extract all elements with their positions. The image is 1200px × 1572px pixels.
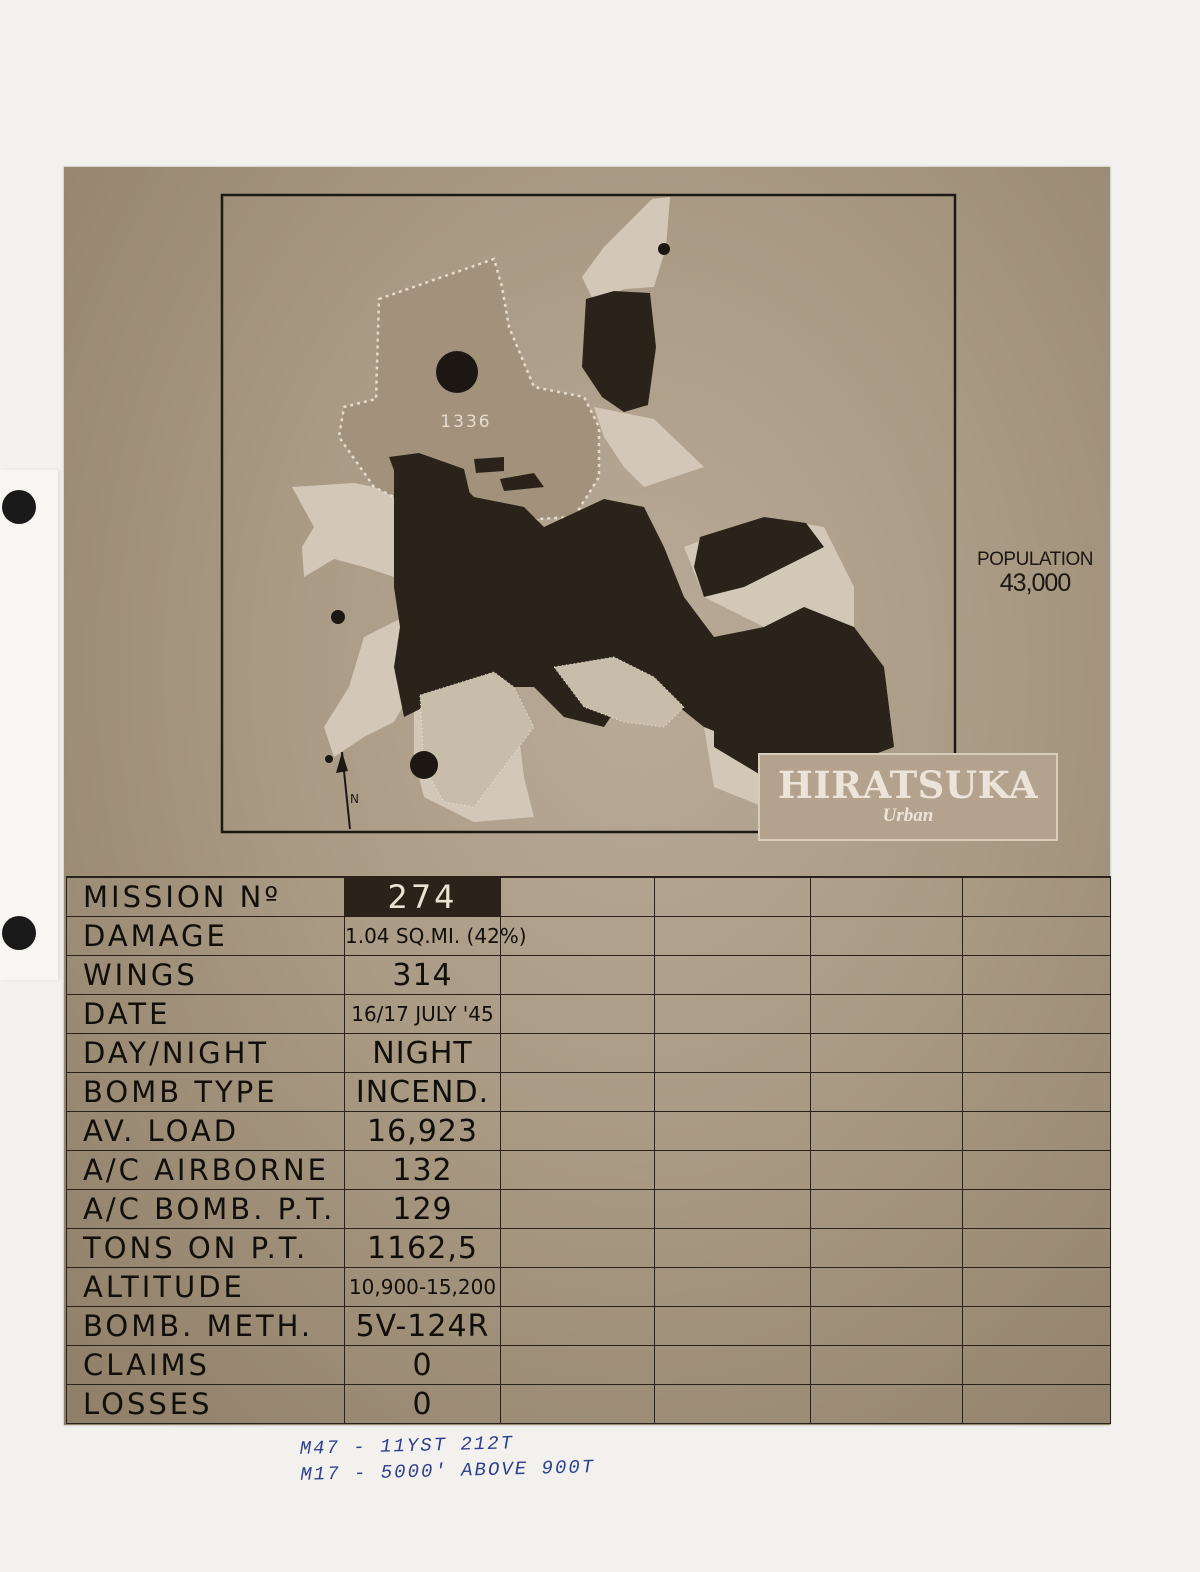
empty-cell (811, 1385, 963, 1424)
north-arrow (336, 752, 359, 829)
row-value: NIGHT (345, 1034, 501, 1073)
row-value: 274 (345, 877, 501, 917)
city-subtitle: Urban (882, 805, 934, 826)
zone-marker-dot (436, 351, 478, 393)
table-row-bomb-method (67, 1307, 1111, 1346)
row-value: 132 (345, 1151, 501, 1190)
row-value: 129 (345, 1190, 501, 1229)
empty-cell (963, 956, 1111, 995)
population-label-group (970, 550, 1100, 596)
row-value: 1162,5 (345, 1229, 501, 1268)
empty-cell (655, 1385, 811, 1424)
empty-cell (963, 1346, 1111, 1385)
empty-cell (811, 1268, 963, 1307)
empty-cell (811, 1229, 963, 1268)
city-name: HIRATSUKA (777, 763, 1039, 807)
table-row-claims (67, 1346, 1111, 1385)
table-row-ac-airborne (67, 1151, 1111, 1190)
row-label: BOMB. METH. (67, 1307, 345, 1346)
empty-cell (655, 1190, 811, 1229)
empty-cell (501, 956, 655, 995)
empty-cell (963, 1268, 1111, 1307)
empty-cell (655, 995, 811, 1034)
row-value: 0 (345, 1385, 501, 1424)
table-row-day-night (67, 1034, 1111, 1073)
table-row-losses (67, 1385, 1111, 1424)
table-row-wings (67, 956, 1111, 995)
table-row-damage (67, 917, 1111, 956)
table-row-av-load (67, 1112, 1111, 1151)
table-row-mission-number (67, 877, 1111, 917)
city-label-box (758, 753, 1058, 841)
empty-cell (811, 877, 963, 917)
empty-cell (501, 1112, 655, 1151)
row-label: BOMB TYPE (67, 1073, 345, 1112)
empty-cell (655, 1073, 811, 1112)
map-dot-1 (331, 610, 345, 624)
punch-hole-bottom (2, 916, 36, 950)
row-label: DAY/NIGHT (67, 1034, 345, 1073)
empty-cell (655, 1034, 811, 1073)
row-label: CLAIMS (67, 1346, 345, 1385)
empty-cell (963, 1112, 1111, 1151)
empty-cell (811, 1073, 963, 1112)
handwritten-note (299, 1428, 595, 1488)
row-value: 1.04 SQ.MI. (42%) (345, 917, 501, 956)
mission-data-table (66, 876, 1110, 1424)
row-label: LOSSES (67, 1385, 345, 1424)
table-row-date (67, 995, 1111, 1034)
zone-label: 1336 (440, 412, 492, 432)
empty-cell (501, 1229, 655, 1268)
burned-fragment-2 (474, 457, 504, 473)
north-arrow-label: N (350, 792, 359, 806)
row-value: 314 (345, 956, 501, 995)
empty-cell (655, 1151, 811, 1190)
empty-cell (501, 1151, 655, 1190)
unburned-area-strip (594, 407, 704, 487)
empty-cell (963, 1229, 1111, 1268)
row-label: AV. LOAD (67, 1112, 345, 1151)
empty-cell (811, 1112, 963, 1151)
empty-cell (811, 1034, 963, 1073)
empty-cell (811, 917, 963, 956)
empty-cell (501, 1034, 655, 1073)
map-dot-2 (658, 243, 670, 255)
table-row-ac-bomb-pt (67, 1190, 1111, 1229)
empty-cell (655, 1268, 811, 1307)
binder-strip (0, 470, 58, 980)
empty-cell (655, 956, 811, 995)
row-label: MISSION Nº (67, 877, 345, 917)
empty-cell (811, 1151, 963, 1190)
empty-cell (501, 995, 655, 1034)
empty-cell (501, 1268, 655, 1307)
empty-cell (655, 1307, 811, 1346)
empty-cell (501, 1190, 655, 1229)
map-dot-3 (410, 751, 438, 779)
empty-cell (811, 956, 963, 995)
table-row-tons-on-pt (67, 1229, 1111, 1268)
punch-hole-top (2, 490, 36, 524)
empty-cell (963, 877, 1111, 917)
row-value: INCEND. (345, 1073, 501, 1112)
map-dot-4 (325, 755, 333, 763)
handwritten-note-line-2: M17 - 5000' ABOVE 900T (300, 1456, 596, 1486)
empty-cell (501, 1346, 655, 1385)
empty-cell (501, 1385, 655, 1424)
unburned-area-north (582, 197, 670, 302)
empty-cell (963, 995, 1111, 1034)
empty-cell (963, 1190, 1111, 1229)
row-value: 10,900-15,200 (345, 1268, 501, 1307)
empty-cell (501, 1307, 655, 1346)
empty-cell (655, 1112, 811, 1151)
table-row-altitude (67, 1268, 1111, 1307)
row-label: TONS ON P.T. (67, 1229, 345, 1268)
empty-cell (655, 877, 811, 917)
empty-cell (811, 1307, 963, 1346)
empty-cell (501, 877, 655, 917)
zone-1336-outline (339, 259, 599, 522)
empty-cell (655, 917, 811, 956)
empty-cell (963, 1307, 1111, 1346)
empty-cell (963, 1385, 1111, 1424)
empty-cell (963, 1073, 1111, 1112)
empty-cell (811, 1346, 963, 1385)
row-label: WINGS (67, 956, 345, 995)
empty-cell (963, 917, 1111, 956)
empty-cell (811, 1190, 963, 1229)
empty-cell (655, 1229, 811, 1268)
mission-photo (64, 167, 1110, 1425)
row-value: 16/17 JULY '45 (345, 995, 501, 1034)
row-label: ALTITUDE (67, 1268, 345, 1307)
handwritten-note-line-1: M47 - 11YST 212T (299, 1432, 515, 1460)
row-value: 0 (345, 1346, 501, 1385)
empty-cell (963, 1151, 1111, 1190)
row-value: 5V-124R (345, 1307, 501, 1346)
row-label: DATE (67, 995, 345, 1034)
empty-cell (655, 1346, 811, 1385)
empty-cell (963, 1034, 1111, 1073)
empty-cell (501, 1073, 655, 1112)
row-value: 16,923 (345, 1112, 501, 1151)
row-label: A/C BOMB. P.T. (67, 1190, 345, 1229)
row-label: DAMAGE (67, 917, 345, 956)
population-label: POPULATION (976, 549, 1094, 570)
burned-area-north (582, 291, 656, 412)
empty-cell (811, 995, 963, 1034)
table-row-bomb-type (67, 1073, 1111, 1112)
population-value: 43,000 (999, 569, 1071, 597)
row-label: A/C AIRBORNE (67, 1151, 345, 1190)
